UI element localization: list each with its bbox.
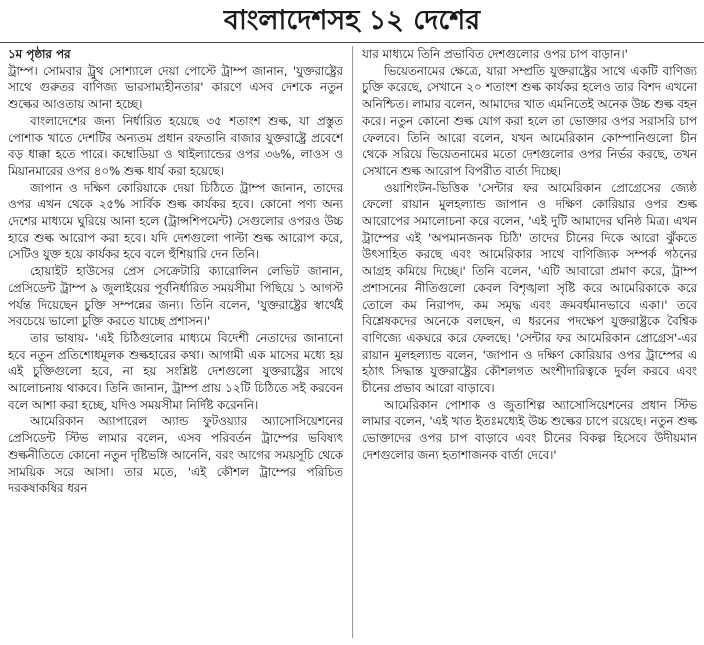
paragraph: আমেরিকান পোশাক ও জুতাশিল্প অ্যাসোসিয়েশনের প্রধান স্টিভ লামার বলেন, 'এই খাত ইতঃমধ্যেই উচ্চ শুল্কের চাপে রয়েছে। নতুন শুল্ক ভোক্তাদের ওপর চাপ বাড়াবে এবং চীনের বিকল্প হিসেবে উদীয়মান দেশগুলোর জন্য হতাশাজনক বার্তা দেবে।' [362, 397, 697, 462]
paragraph: জাপান ও দক্ষিণ কোরিয়াকে দেয়া চিঠিতে ট্রাম্প জানান, তাদের ওপর এখন থেকে ২৫% সার্বিক শুল্ক কার্যকর হবে। কোনো পণ্য অন্য দেশের মাধ্যমে ঘুরিয়ে আনা হলে (ট্রান্সশিপমেন্ট) সেগুলোর ওপরও উচ্চ হারে শুল্ক আরোপ করা হবে। যদি দেশগুলো পাল্টা শুল্ক আরোপ করে, সেটিও যুক্ত হয়ে কার্যকর হবে বলে হুঁশিয়ারি দেন তিনি। [8, 180, 343, 262]
paragraph: যার মাধ্যমে তিনি প্রভাবিত দেশগুলোর ওপর চাপ বাড়ান।' [362, 47, 628, 61]
column-divider [352, 46, 353, 638]
paragraph: তার ভাষায়- 'এই চিঠিগুলোর মাধ্যমে বিদেশী নেতাদের জানানো হবে নতুন প্রতিশোধমূলক শুল্কহারের কথা। আগামী এক মাসের মধ্যে হয় এই চুক্তিগুলো হবে, না হয় সংশ্লিষ্ট দেশগুলো যুক্তরাষ্ট্রের সাথে আলোচনায় থাকবে। তিনি জানান, ট্রাম্প প্রায় ১২টি চিঠিতে সই করবেন বলে আশা করা হচ্ছে, যদিও সময়সীমা নির্দিষ্ট করেননি। [8, 330, 343, 412]
paragraph: হোয়াইট হাউসের প্রেস সেক্রেটারি ক্যারোলিন লেভিট জানান, প্রেসিডেন্ট ট্রাম্প ৯ জুলাইয়ের পূর্বনির্ধারিত সময়সীমা পিছিয়ে ১ আগস্ট পর্যন্ত দিয়েছেন চুক্তি সম্পন্নের জন্য। তিনি বলেন, 'যুক্তরাষ্ট্রের স্বার্থেই সবচেয়ে ভালো চুক্তি করতে যাচ্ছে প্রশাসন।' [8, 264, 343, 329]
paragraph: ভিয়েতনামের ক্ষেত্রে, যারা সম্প্রতি যুক্তরাষ্ট্রের সাথে একটি বাণিজ্য চুক্তি করেছে, সেখানে ২০ শতাংশ শুল্ক কার্যকর হলেও তার বিশদ এখনো অনিশ্চিত। লামার বলেন, আমাদের খাত এমনিতেই অনেক উচ্চ শুল্ক বহন করে। নতুন কোনো শুল্ক যোগ করা হলে তা ভোক্তার ওপর সরাসরি চাপ ফেলবে। তিনি আরো বলেন, যখন আমেরিকান কোম্পানিগুলো চীন থেকে সরিয়ে ভিয়েতনামের মতো দেশগুলোর ওপর নির্ভর করছে, তখন সেখানে শুল্ক আরোপ বিপরীত বার্তা দিচ্ছে। [362, 63, 697, 178]
jump-label: ১ম পৃষ্ঠার পর [8, 47, 71, 61]
paragraph: বাংলাদেশের জন্য নির্ধারিত হয়েছে ৩৫ শতাংশ শুল্ক, যা প্রস্তুত পোশাক খাতে দেশটির অন্যতম প্রধান রফতানি বাজার যুক্তরাষ্ট্রে প্রবেশে বড় ধাক্কা হতে পারে। কম্বোডিয়া ও থাইল্যান্ডের ওপর ৩৬%, লাওস ও মিয়ানমারের ওপর ৪০% শুল্ক ধার্য করা হয়েছে। [8, 113, 343, 178]
top-rule [0, 42, 704, 43]
right-column [362, 46, 697, 642]
paragraph: ওয়াশিংটন-ভিত্তিক 'সেন্টার ফর আমেরিকান প্রোগ্রেসের জ্যেষ্ঠ ফেলো রায়ান মুলহল্যান্ড জাপান ও দক্ষিণ কোরিয়ার ওপর শুল্ক আরোপের সমালোচনা করে বলেন, 'এই দুটি আমাদের ঘনিষ্ঠ মিত্র। এখন ট্রাম্পের এই 'অপমানজনক চিঠি' তাদের চীনের দিকে আরো ঝুঁকতে উৎসাহিত করছে এবং আমেরিকার সাথে বাণিজ্যিক সম্পর্ক গঠনের আগ্রহ কমিয়ে দিচ্ছে।' তিনি বলেন, 'এটি আবারো প্রমাণ করে, ট্রাম্প প্রশাসনের নীতিগুলো কেবল বিশৃঙ্খলা সৃষ্টি করে আমেরিকাকে করে তোলে কম নিরাপদ, কম সমৃদ্ধ এবং ক্রমবর্ধমানভাবে একা।' তবে বিশ্লেষকদের অনেকে বলছেন, এ ধরনের পদক্ষেপ যুক্তরাষ্ট্রকে বৈশ্বিক বাণিজ্যে একঘরে করে ফেলছে। 'সেন্টার ফর আমেরিকান প্রোগ্রেস'-এর রায়ান মুলহল্যান্ড বলেন, 'জাপান ও দক্ষিণ কোরিয়ার ওপর ট্রাম্পের এ হঠাৎ সিদ্ধান্ত যুক্তরাষ্ট্রের কৌশলগত অংশীদারিত্বকে দুর্বল করবে এবং চীনের প্রভাব আরো বাড়াবে। [362, 180, 697, 396]
headline: বাংলাদেশসহ ১২ দেশের [223, 5, 481, 36]
paragraph: আমেরিকান অ্যাপারেল অ্যান্ড ফুটওয়্যার অ্যাসোসিয়েশনের প্রেসিডেন্ট স্টিভ লামার বলেন, এসব পরিবর্তন ট্রাম্পের ভবিষ্যৎ শুল্কনীতিতে কোনো নতুন দৃষ্টিভঙ্গি আনেনি, বরং আগের সময়সূচি থেকে সাময়িক সরে আসা। তার মতে, 'এই কৌশল ট্রাম্পের পরিচিত দরকষাকষির ধরন [8, 414, 343, 496]
paragraph: ট্রাম্প। সোমবার ট্রুথ সোশ্যালে দেয়া পোস্টে ট্রাম্প জানান, 'যুক্তরাষ্ট্রের সাথে গুরুতর বাণিজ্য ভারসাম্যহীনতার' কারণে এসব দেশকে নতুন শুল্কের আওতায় আনা হচ্ছে। [8, 63, 343, 112]
left-column [8, 46, 343, 642]
